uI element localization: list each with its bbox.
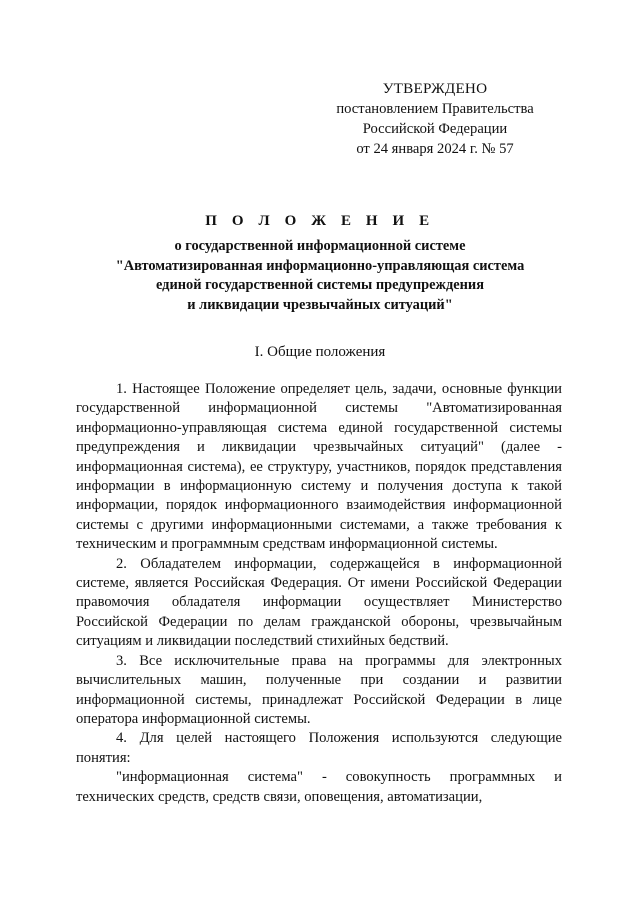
paragraph: 1. Настоящее Положение определяет цель, задачи, основные функции государственной информационной системы "Автоматизированная информационно-управляющая система единой государственной системы предупреждения и ликвидации чрезвычайных ситуаций" (далее - информационная система), ее структуру, участников, порядок представления информации в информационную систему и получения доступа к такой информации, порядок информационного взаимодействия информационной системы с другими информационными системами, а также требования к техническим и программным средствам информационной системы. — [76, 381, 562, 553]
paragraph: "информационная система" - совокупность программных и технических средств, средств связи, оповещения, автоматизации, — [76, 769, 562, 805]
paragraph: 4. Для целей настоящего Положения используются следующие понятия: — [76, 730, 562, 766]
subtitle-line: "Автоматизированная информационно-управляющая система — [115, 257, 525, 274]
paragraph: 2. Обладателем информации, содержащейся в информационной системе, является Российская Федерация. От имени Российской Федерации правомочия обладателя информации осуществляет Министерство Российской Федерации по делам гражданской обороны, чрезвычайным ситуациям и ликвидации последствий стихийных бедствий. — [76, 555, 562, 650]
approval-stamp — [300, 79, 570, 159]
section-title: I. Общие положения — [254, 344, 386, 360]
approval-line: Российской Федерации — [362, 121, 508, 137]
document-body — [76, 380, 562, 807]
approval-date-line: от 24 января 2024 г. № 57 — [356, 141, 514, 157]
approval-line: постановлением Правительства — [336, 101, 534, 117]
approval-title: УТВЕРЖДЕНО — [382, 80, 488, 97]
subtitle-line: о государственной информационной системе — [174, 238, 466, 254]
paragraph: 3. Все исключительные права на программы для электронных вычислительных машин, полученные при создании и развитии информационной системы, принадлежат Российской Федерации в лице оператора информационной системы. — [76, 652, 562, 727]
subtitle-line: и ликвидации чрезвычайных ситуаций" — [187, 296, 453, 313]
subtitle-line: единой государственной системы предупреждения — [155, 277, 485, 293]
document-title: П О Л О Ж Е Н И Е — [205, 213, 435, 229]
document-subtitle — [70, 237, 570, 315]
